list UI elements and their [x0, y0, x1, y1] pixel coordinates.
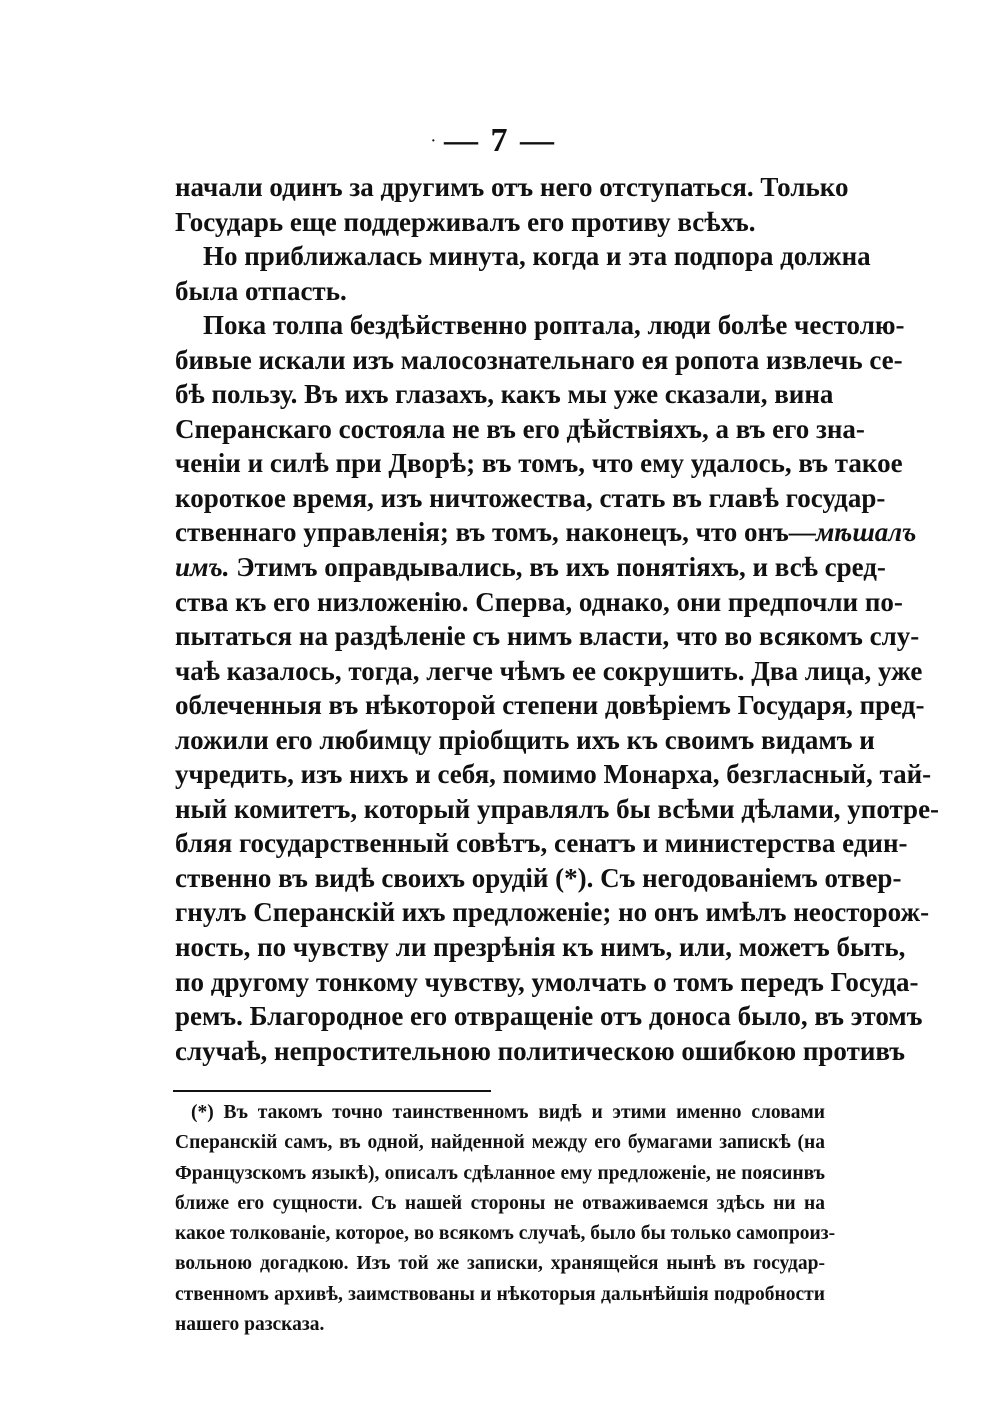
- text-line: ственно въ видѣ своихъ орудiй (*). Съ негодованiемъ отвер-: [175, 862, 902, 893]
- footnote-line: Сперанскiй самъ, въ одной, найденной между его бумагами запискѣ (на: [175, 1132, 825, 1154]
- text-line: бивые искали изъ малосознательнаго ея ропота извлечь се-: [175, 344, 903, 375]
- text-line: ность, по чувству ли презрѣнiя къ нимъ, или, можетъ быть,: [175, 932, 906, 963]
- footnote-line: нашего разсказа.: [175, 1314, 325, 1336]
- stray-dot: ·: [431, 134, 438, 149]
- footnote-line: ближе его сущности. Съ нашей стороны не отваживаемся здѣсь ни на: [175, 1192, 825, 1214]
- italic-word: мѣшалъ: [815, 517, 917, 548]
- page-number: [0, 122, 1000, 160]
- footnote-line: вольною догадкою. Изъ той же записки, хранящейся нынѣ въ государ-: [175, 1253, 825, 1275]
- text-line: бѣ пользу. Въ ихъ глазахъ, какъ мы уже сказали, вина: [175, 379, 834, 410]
- text-line: учредить, изъ нихъ и себя, помимо Монарха, безгласный, тай-: [175, 759, 932, 790]
- text-line: случаѣ, непростительною политическою ошибкою противъ: [175, 1035, 906, 1066]
- text-line: Но приближалась минута, когда и эта подпора должна: [203, 241, 871, 272]
- main-text: [175, 170, 940, 1068]
- text-line: ный комитетъ, который управлялъ бы всѣми дѣлами, употре-: [175, 793, 940, 824]
- footnote-line: (*) Въ такомъ точно таинственномъ видѣ и этими именно словами: [191, 1102, 825, 1123]
- text-line: гнулъ Сперанскiй ихъ предложенiе; но онъ имѣлъ неосторож-: [175, 897, 930, 928]
- text-line: ремъ. Благородное его отвращенiе отъ доноса было, въ этомъ: [175, 1001, 923, 1032]
- text-line: [175, 515, 917, 550]
- footnote: [175, 1098, 836, 1340]
- text-line: [175, 550, 886, 585]
- text-line: короткое время, изъ ничтожества, стать въ главѣ государ-: [175, 482, 886, 513]
- text-line: Пока толпа бездѣйственно роптала, люди болѣе честолю-: [203, 310, 905, 341]
- footnote-divider: [173, 1090, 491, 1092]
- italic-word: имъ.: [175, 552, 230, 583]
- text-line: Государь еще поддерживалъ его противу всѣхъ.: [175, 206, 756, 237]
- text-line: Сперанскаго состояла не въ его дѣйствiяхъ, а въ его зна-: [175, 413, 865, 444]
- text-line: начали одинъ за другимъ отъ него отступаться. Только: [175, 172, 849, 202]
- text-line-part: ственнаго управленiя; въ томъ, наконецъ, что онъ—: [175, 517, 816, 548]
- text-line: чаѣ казалось, тогда, легче чѣмъ ее сокрушить. Два лица, уже: [175, 655, 923, 686]
- page-number-text: — 7 —: [444, 122, 556, 159]
- text-line: пытаться на раздѣленiе съ нимъ власти, что во всякомъ слу-: [175, 621, 920, 652]
- text-line: ства къ его низложенiю. Сперва, однако, они предпочли по-: [175, 586, 903, 617]
- text-line: была отпасть.: [175, 275, 347, 306]
- footnote-line: какое толкованiе, которое, во всякомъ случаѣ, было бы только самопроиз-: [175, 1223, 836, 1245]
- text-line: облеченныя въ нѣкоторой степени довѣрiемъ Государя, пред-: [175, 690, 925, 721]
- footnote-line: ственномъ архивѣ, заимствованы и нѣкоторыя дальнѣйшiя подробности: [175, 1283, 825, 1305]
- text-line-part: Этимъ оправдывались, въ ихъ понятiяхъ, и всѣ сред-: [229, 552, 886, 583]
- text-line: ченiи и силѣ при Дворѣ; въ томъ, что ему удалось, въ такое: [175, 448, 903, 479]
- footnote-line: Французскомъ языкѣ), описалъ сдѣланное ему предложенiе, не поясинвъ: [175, 1162, 825, 1184]
- text-line: бляя государственный совѣтъ, сенатъ и министерства един-: [175, 828, 908, 859]
- text-line: по другому тонкому чувству, умолчать о томъ передъ Госуда-: [175, 966, 919, 997]
- text-line: ложили его любимцу прiобщить ихъ къ своимъ видамъ и: [175, 724, 875, 755]
